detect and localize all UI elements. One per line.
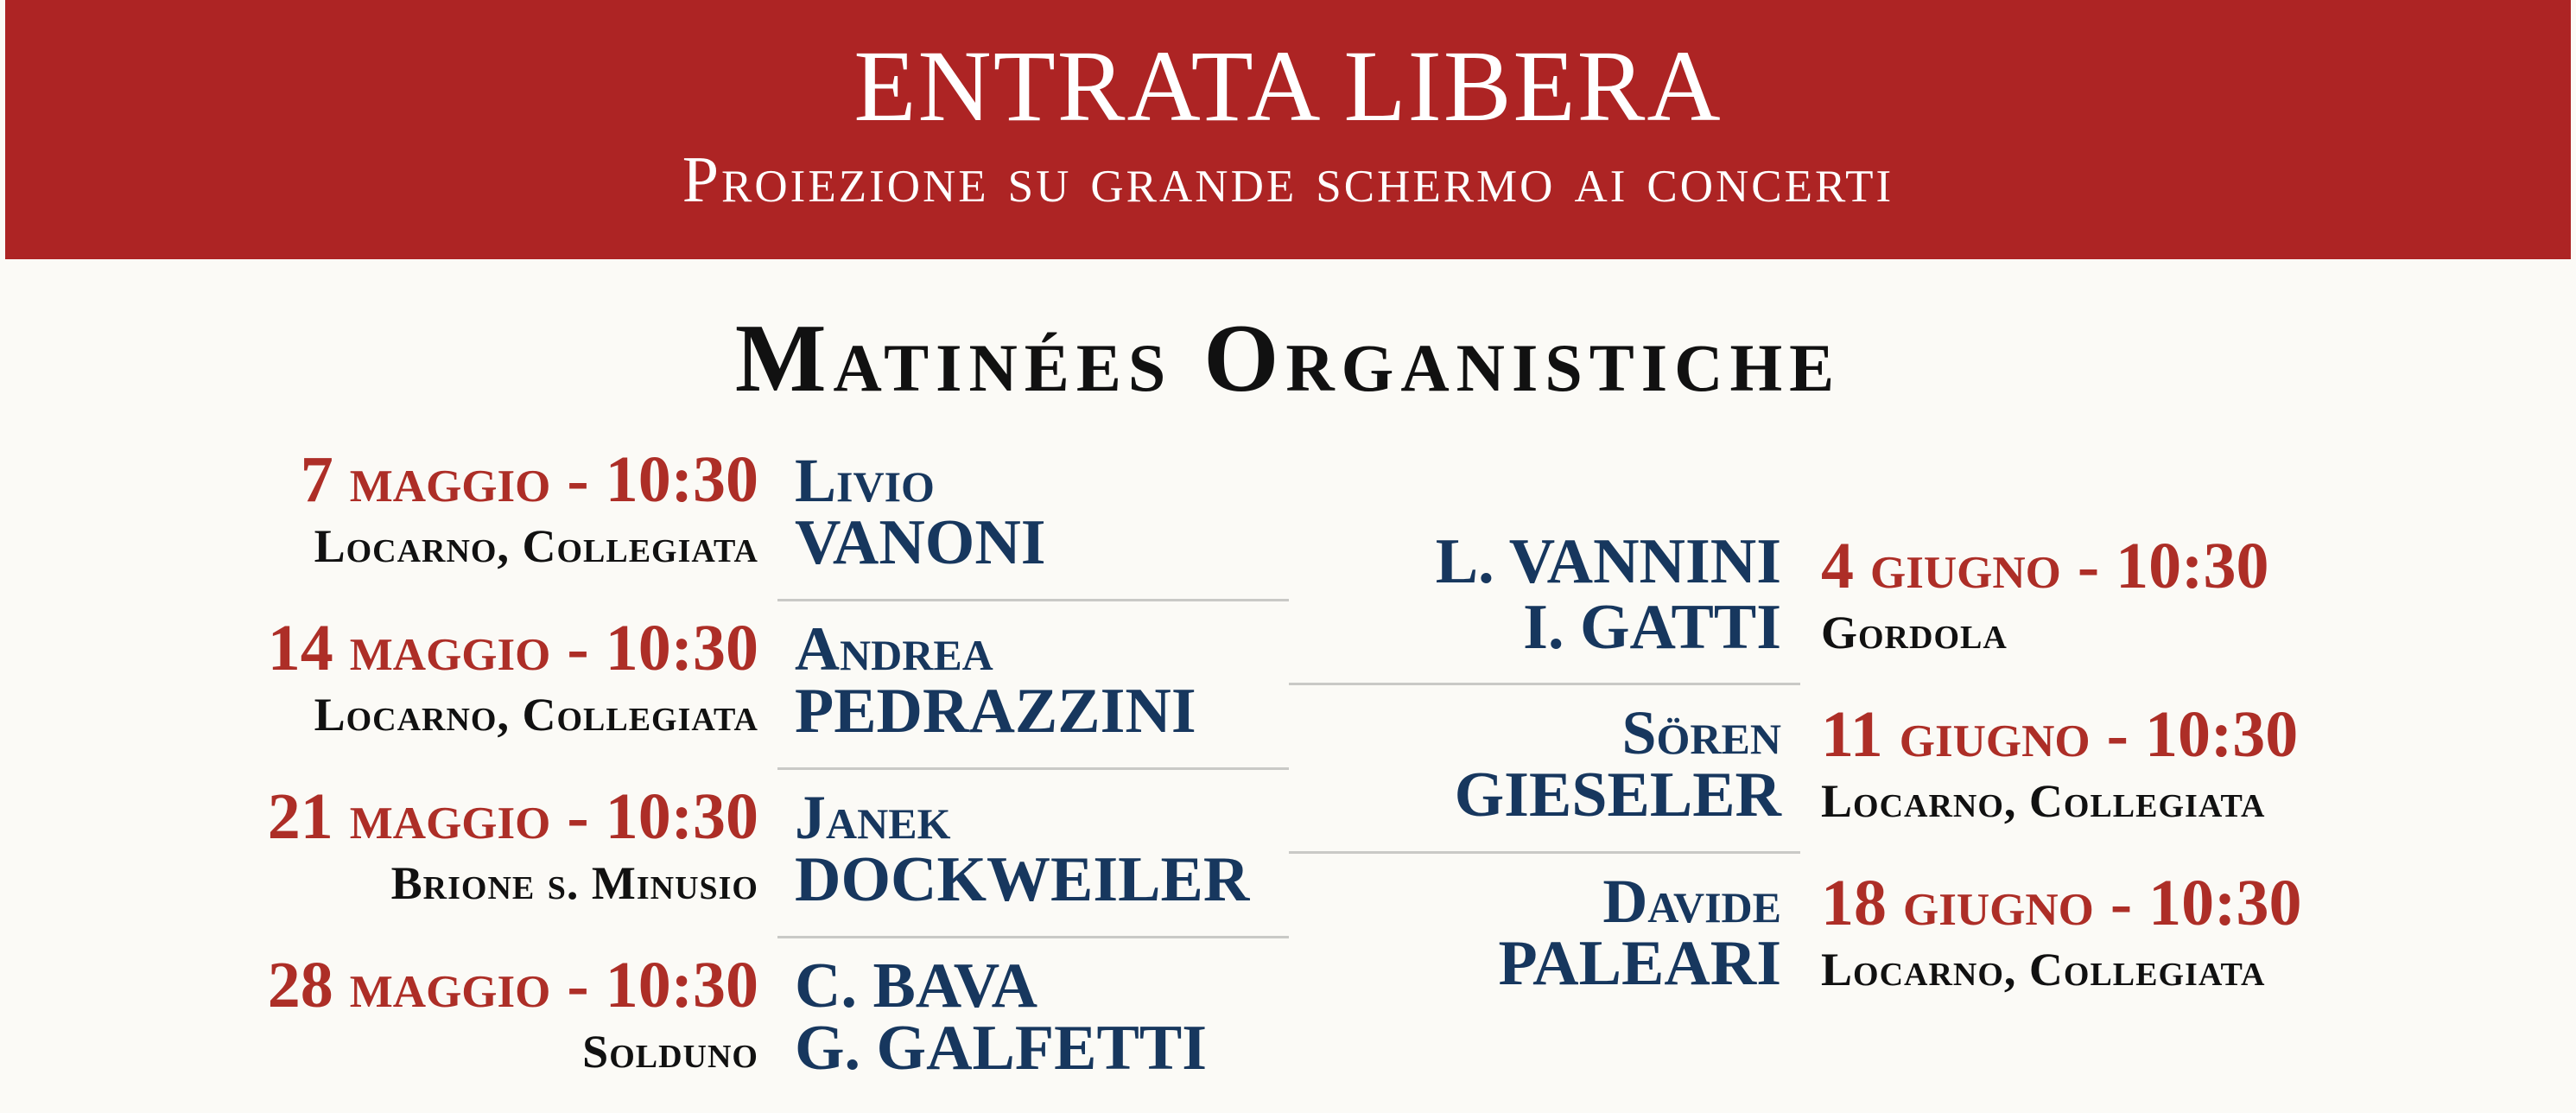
divider <box>777 767 1289 770</box>
concert-place: Solduno <box>582 1026 758 1078</box>
performer-last-name: VANONI <box>795 507 1046 578</box>
performer-line-2: I. GATTI <box>1523 592 1781 663</box>
performer-last-name: DOCKWEILER <box>795 844 1250 915</box>
concert-date: 4 giugno - 10:30 <box>1821 530 2269 602</box>
concert-date: 11 giugno - 10:30 <box>1821 698 2299 771</box>
concert-place: Locarno, Collegiata <box>314 520 758 572</box>
concert-place: Brione s. Minusio <box>390 857 758 909</box>
concert-date: 21 maggio - 10:30 <box>267 780 758 853</box>
concert-date: 28 maggio - 10:30 <box>267 949 758 1021</box>
performer-line-1: L. VANNINI <box>1435 526 1781 597</box>
concert-date: 7 maggio - 10:30 <box>300 443 758 516</box>
performer-first-name: Davide <box>1602 867 1781 936</box>
performer-first-name: Sören <box>1621 698 1781 767</box>
concert-place: Locarno, Collegiata <box>1821 944 2266 995</box>
divider <box>777 599 1289 601</box>
performer-first-name: Livio <box>795 446 935 515</box>
banner-subtitle: Proiezione su grande schermo ai concerti <box>682 143 1894 216</box>
divider <box>1289 683 1800 685</box>
performer-line-1: C. BAVA <box>795 951 1038 1021</box>
divider <box>1289 851 1800 854</box>
divider <box>777 936 1289 938</box>
performer-first-name: Andrea <box>795 614 993 684</box>
performer-first-name: Janek <box>795 783 951 852</box>
concert-place: Gordola <box>1821 607 2008 658</box>
performer-line-2: G. GALFETTI <box>795 1013 1207 1084</box>
performer-last-name: PEDRAZZINI <box>795 676 1196 747</box>
banner-title: ENTRATA LIBERA <box>853 29 1723 143</box>
concert-place: Locarno, Collegiata <box>314 689 758 741</box>
concert-place: Locarno, Collegiata <box>1821 775 2266 827</box>
concert-date: 18 giugno - 10:30 <box>1821 867 2302 939</box>
performer-last-name: GIESELER <box>1454 760 1781 830</box>
banner <box>5 0 2571 259</box>
performer-last-name: PALEARI <box>1498 928 1781 999</box>
page-title: Matinées Organistiche <box>734 305 1842 412</box>
concert-date: 14 maggio - 10:30 <box>267 612 758 684</box>
